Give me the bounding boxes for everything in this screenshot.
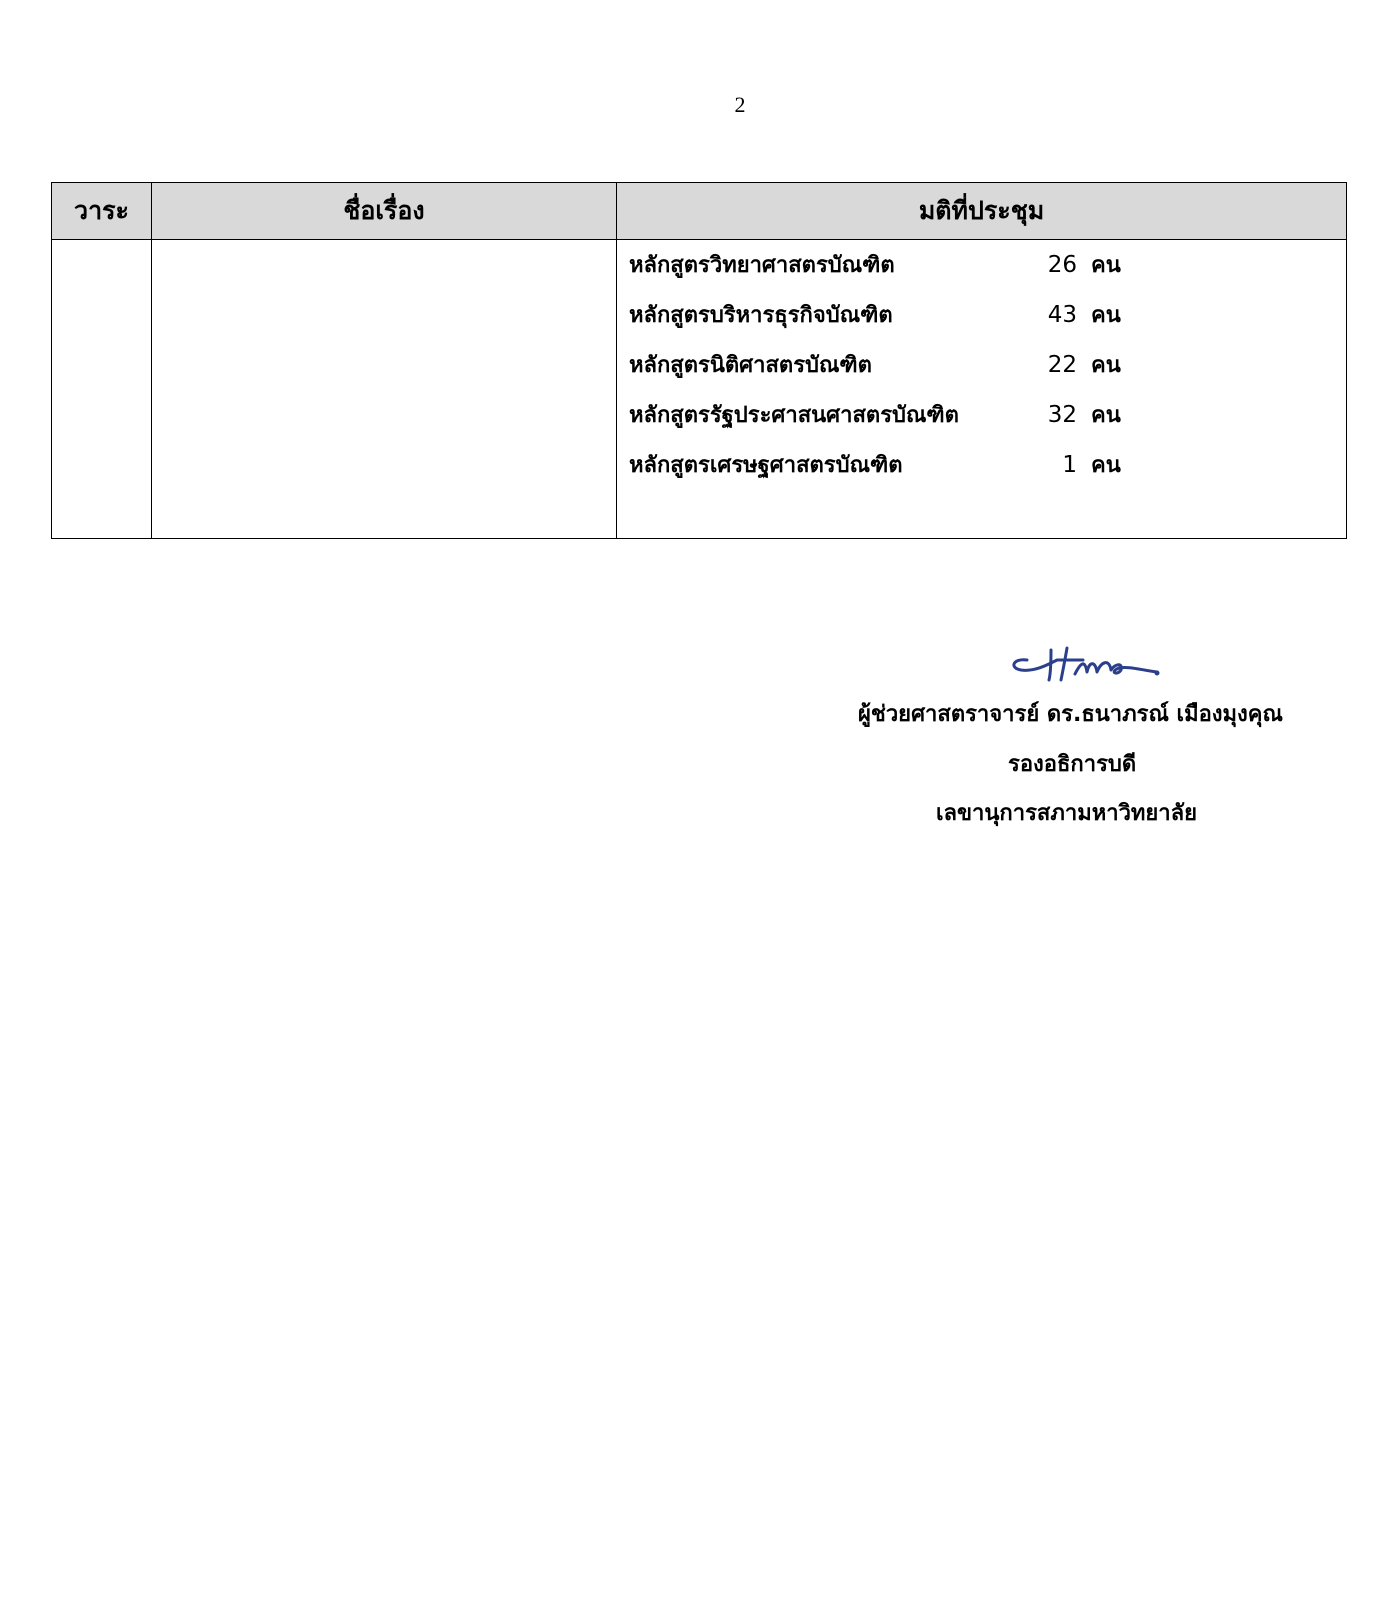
- header-agenda: วาระ: [52, 183, 152, 240]
- signer-name: ผู้ช่วยศาสตราจารย์ ดร.ธนาภรณ์ เมืองมุงคุณ: [858, 702, 1283, 727]
- program-unit: คน: [1091, 453, 1121, 478]
- subject-cell: [152, 240, 617, 539]
- program-unit: คน: [1091, 303, 1121, 328]
- minutes-table: [51, 182, 1347, 539]
- signer-role: เลขานุการสภามหาวิทยาลัย: [936, 801, 1198, 826]
- list-item: [629, 346, 1346, 396]
- program-unit: คน: [1091, 253, 1121, 278]
- program-count: 26: [1047, 252, 1077, 278]
- program-count: 22: [1047, 352, 1077, 378]
- header-resolution: มติที่ประชุม: [617, 183, 1347, 240]
- table-row: [52, 240, 1347, 539]
- program-list: [617, 240, 1346, 496]
- program-count: 32: [1047, 402, 1077, 428]
- list-item: [629, 246, 1346, 296]
- program-name: หลักสูตรวิทยาศาสตรบัณฑิต: [629, 253, 895, 278]
- signer-title: รองอธิการบดี: [1008, 752, 1137, 777]
- table-header-row: [52, 183, 1347, 240]
- program-count: 43: [1047, 302, 1077, 328]
- program-unit: คน: [1091, 403, 1121, 428]
- program-name: หลักสูตรบริหารธุรกิจบัณฑิต: [629, 303, 893, 328]
- agenda-cell: [52, 240, 152, 539]
- program-count: 1: [1062, 452, 1077, 478]
- header-subject: ชื่อเรื่อง: [152, 183, 617, 240]
- list-item: [629, 296, 1346, 346]
- program-name: หลักสูตรนิติศาสตรบัณฑิต: [629, 353, 872, 378]
- page-number: 2: [734, 92, 746, 117]
- list-item: [629, 446, 1346, 496]
- program-name: หลักสูตรเศรษฐศาสตรบัณฑิต: [629, 453, 903, 478]
- list-item: [629, 396, 1346, 446]
- program-name: หลักสูตรรัฐประศาสนศาสตรบัณฑิต: [629, 403, 959, 428]
- program-unit: คน: [1091, 353, 1121, 378]
- signature-image: [1005, 640, 1165, 684]
- resolution-cell: [617, 240, 1347, 539]
